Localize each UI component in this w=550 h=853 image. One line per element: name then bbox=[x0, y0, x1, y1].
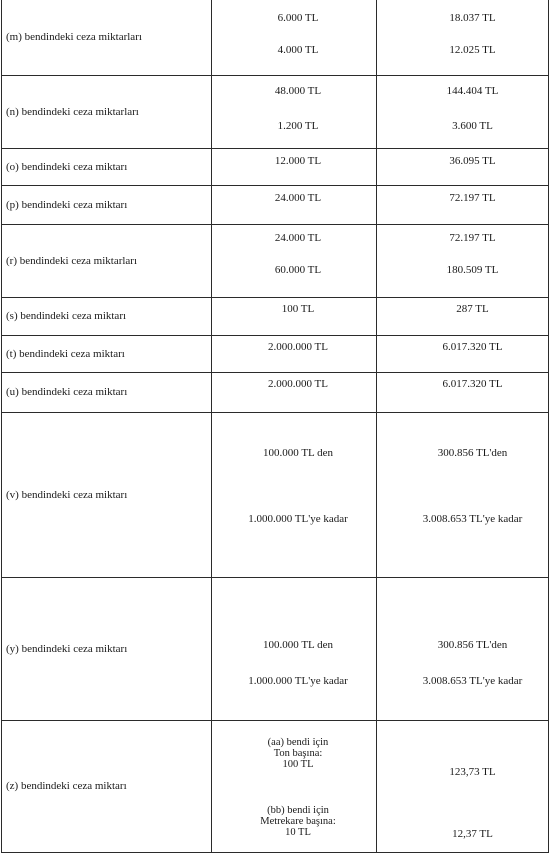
old-amount: 100.000 TL den bbox=[263, 447, 333, 459]
old-amount-cell bbox=[212, 76, 377, 149]
old-amount: 1.200 TL bbox=[277, 120, 319, 132]
new-amount: 36.095 TL bbox=[449, 155, 496, 167]
new-amount-cell bbox=[377, 373, 549, 413]
new-amount-cell bbox=[377, 413, 549, 578]
old-amount: 2.000.000 TL bbox=[268, 378, 328, 390]
row-label-o: (o) bendindeki ceza miktarı bbox=[2, 149, 212, 186]
old-amount: 1.000.000 TL'ye kadar bbox=[248, 513, 348, 525]
new-amount: 6.017.320 TL bbox=[442, 378, 503, 390]
new-amount-cell bbox=[377, 225, 549, 298]
old-amount-group-aa bbox=[212, 737, 376, 770]
old-amount-line: (aa) bendi için bbox=[267, 737, 329, 748]
old-amount-line: Ton başına: bbox=[273, 748, 323, 759]
new-amount: 72.197 TL bbox=[449, 192, 496, 204]
row-label-n: (n) bendindeki ceza miktarları bbox=[2, 76, 212, 149]
row-label-t: (t) bendindeki ceza miktarı bbox=[2, 336, 212, 373]
row-label-m: (m) bendindeki ceza miktarları bbox=[2, 0, 212, 76]
new-amount: 3.008.653 TL'ye kadar bbox=[422, 675, 523, 687]
new-amount: 12.025 TL bbox=[449, 44, 496, 56]
table-row bbox=[2, 413, 549, 578]
row-label-p: (p) bendindeki ceza miktarı bbox=[2, 186, 212, 225]
new-amount-cell bbox=[377, 298, 549, 336]
new-amount-cell bbox=[377, 76, 549, 149]
old-amount: 100 TL bbox=[281, 303, 315, 315]
new-amount: 287 TL bbox=[456, 303, 489, 315]
new-amount-cell bbox=[377, 0, 549, 76]
old-amount-cell bbox=[212, 373, 377, 413]
new-amount: 180.509 TL bbox=[446, 264, 499, 276]
old-amount-cell bbox=[212, 413, 377, 578]
row-label-r: (r) bendindeki ceza miktarları bbox=[2, 225, 212, 298]
old-amount: 48.000 TL bbox=[274, 85, 322, 97]
table-row bbox=[2, 336, 549, 373]
old-amount-cell bbox=[212, 225, 377, 298]
table-row bbox=[2, 225, 549, 298]
new-amount-cell bbox=[377, 336, 549, 373]
old-amount-line: 100 TL bbox=[282, 759, 314, 770]
old-amount: 2.000.000 TL bbox=[268, 341, 328, 353]
row-label-s: (s) bendindeki ceza miktarı bbox=[2, 298, 212, 336]
new-amount: 12,37 TL bbox=[452, 828, 493, 840]
old-amount-cell bbox=[212, 721, 377, 853]
table-row bbox=[2, 149, 549, 186]
new-amount-cell bbox=[377, 721, 549, 853]
new-amount: 123,73 TL bbox=[449, 766, 496, 778]
new-amount: 3.600 TL bbox=[452, 120, 493, 132]
row-label-v: (v) bendindeki ceza miktarı bbox=[2, 413, 212, 578]
new-amount: 6.017.320 TL bbox=[442, 341, 503, 353]
old-amount-cell bbox=[212, 336, 377, 373]
table-row bbox=[2, 373, 549, 413]
old-amount: 6.000 TL bbox=[277, 12, 319, 24]
new-amount-cell bbox=[377, 578, 549, 721]
old-amount-cell bbox=[212, 0, 377, 76]
penalty-amounts-table bbox=[1, 0, 549, 853]
old-amount: 100.000 TL den bbox=[263, 639, 333, 651]
old-amount-group-bb bbox=[212, 805, 376, 838]
old-amount-line: 10 TL bbox=[285, 827, 311, 838]
table-row bbox=[2, 721, 549, 853]
row-label-z: (z) bendindeki ceza miktarı bbox=[2, 721, 212, 853]
old-amount: 1.000.000 TL'ye kadar bbox=[248, 675, 348, 687]
new-amount: 144.404 TL bbox=[446, 85, 499, 97]
old-amount: 4.000 TL bbox=[277, 44, 319, 56]
new-amount-cell bbox=[377, 186, 549, 225]
new-amount-cell bbox=[377, 149, 549, 186]
old-amount: 24.000 TL bbox=[274, 192, 322, 204]
old-amount: 12.000 TL bbox=[274, 155, 322, 167]
old-amount: 24.000 TL bbox=[274, 232, 322, 244]
new-amount: 300.856 TL'den bbox=[437, 639, 508, 651]
old-amount-line: Metrekare başına: bbox=[260, 816, 336, 827]
old-amount: 60.000 TL bbox=[274, 264, 322, 276]
table-row bbox=[2, 298, 549, 336]
row-label-y: (y) bendindeki ceza miktarı bbox=[2, 578, 212, 721]
table-row bbox=[2, 0, 549, 76]
table-row bbox=[2, 186, 549, 225]
table-row bbox=[2, 76, 549, 149]
new-amount: 3.008.653 TL'ye kadar bbox=[422, 513, 523, 525]
new-amount: 18.037 TL bbox=[449, 12, 496, 24]
old-amount-cell bbox=[212, 578, 377, 721]
table-row bbox=[2, 578, 549, 721]
new-amount: 72.197 TL bbox=[449, 232, 496, 244]
old-amount-cell bbox=[212, 298, 377, 336]
row-label-u: (u) bendindeki ceza miktarı bbox=[2, 373, 212, 413]
old-amount-cell bbox=[212, 149, 377, 186]
new-amount: 300.856 TL'den bbox=[437, 447, 508, 459]
old-amount-line: (bb) bendi için bbox=[267, 805, 329, 816]
old-amount-cell bbox=[212, 186, 377, 225]
